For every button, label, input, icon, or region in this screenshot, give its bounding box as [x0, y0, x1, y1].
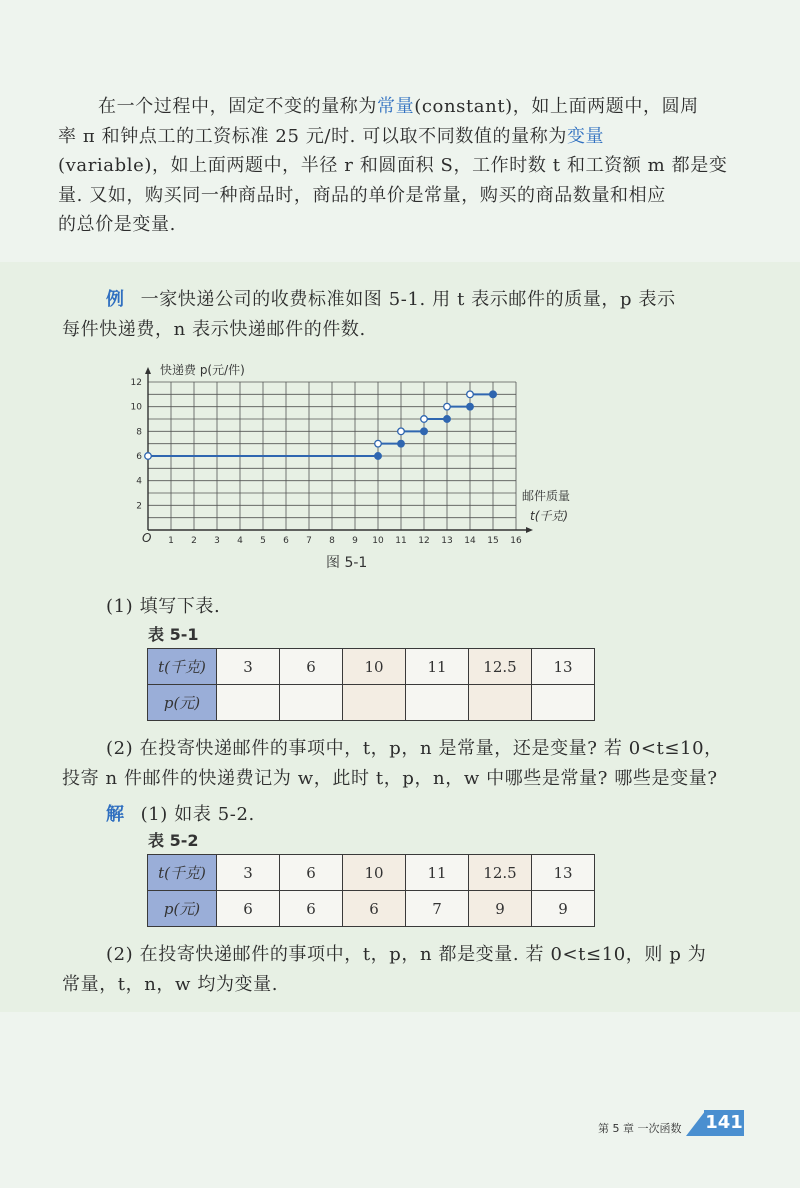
example-text: 一家快递公司的收费标准如图 5-1. 用 t 表示邮件的质量，p 表示 — [140, 289, 676, 310]
y-tick-label: 12 — [130, 378, 142, 388]
table-5-2-title: 表 5-2 — [148, 831, 199, 850]
table-cell: 6 — [280, 891, 343, 927]
x-tick-label: 6 — [283, 536, 289, 546]
y-tick-label: 8 — [136, 427, 142, 438]
answer-2-line-2: 常量，t，n，w 均为变量. — [62, 973, 279, 995]
x-tick-label: 4 — [237, 536, 243, 546]
table-5-1-title: 表 5-1 — [148, 625, 199, 644]
intro-text: 率 π 和钟点工的工资标准 25 元/时. 可以取不同数值的量称为 — [58, 125, 567, 147]
table-cell: 13 — [532, 855, 595, 891]
example-statement — [62, 285, 752, 344]
table-header-cell: t(千克) — [148, 649, 217, 685]
table-cell: 13 — [532, 649, 595, 685]
term-variable: 变量 — [566, 125, 605, 147]
x-tick-label: 9 — [352, 536, 358, 546]
table-cell — [469, 685, 532, 721]
table-cell: 6 — [280, 855, 343, 891]
x-axis-label-line2: t(千克) — [530, 509, 569, 523]
table-cell — [280, 685, 343, 721]
intro-line-4: 量. 又如，购买同一种商品时，商品的单价是常量，购买的商品数量和相应 — [58, 184, 666, 206]
x-tick-label: 8 — [329, 536, 335, 546]
intro-text: 在一个过程中，固定不变的量称为 — [98, 96, 377, 117]
x-tick-label: 12 — [418, 536, 430, 546]
table-cell: 9 — [469, 891, 532, 927]
table-row — [148, 855, 595, 891]
table-cell: 12.5 — [469, 649, 532, 685]
postage-step-chart — [130, 360, 600, 550]
x-axis-label-line1: 邮件质量 — [522, 489, 571, 503]
closed-endpoint — [490, 391, 497, 398]
answer-2 — [62, 940, 752, 999]
table-cell — [406, 685, 469, 721]
table-cell: 11 — [406, 649, 469, 685]
question-2-line-2: 投寄 n 件邮件的快递费记为 w，此时 t，p，n，w 中哪些是常量? 哪些是变量? — [62, 767, 718, 789]
table-row — [148, 891, 595, 927]
example-line-2: 每件快递费，n 表示快递邮件的件数. — [62, 318, 366, 340]
table-cell: 11 — [406, 855, 469, 891]
x-tick-label: 13 — [441, 536, 453, 546]
x-tick-label: 16 — [510, 536, 522, 546]
question-2 — [62, 734, 752, 793]
table-cell: 7 — [406, 891, 469, 927]
open-endpoint — [145, 453, 152, 460]
intro-paragraph — [58, 92, 748, 240]
y-tick-label: 4 — [136, 476, 142, 487]
y-axis-arrow — [145, 367, 151, 374]
closed-endpoint — [444, 416, 451, 423]
question-2-line-1: (2) 在投寄快递邮件的事项中，t，p，n 是常量，还是变量? 若 0<t≤10， — [106, 738, 723, 759]
solution-text: (1) 如表 5-2. — [140, 804, 255, 825]
intro-line-1 — [58, 92, 748, 122]
table-cell — [343, 685, 406, 721]
open-endpoint — [467, 391, 474, 398]
question-1: (1) 填写下表. — [106, 596, 221, 617]
open-endpoint — [398, 428, 405, 435]
chart-marks — [145, 391, 497, 459]
table-5-2 — [147, 854, 595, 927]
x-tick-label: 10 — [372, 536, 384, 546]
open-endpoint — [375, 440, 382, 447]
table-cell — [217, 685, 280, 721]
open-endpoint — [444, 403, 451, 410]
closed-endpoint — [467, 403, 474, 410]
intro-line-5: 的总价是变量. — [58, 214, 176, 235]
x-tick-label: 14 — [464, 536, 476, 546]
answer-2-line-1: (2) 在投寄快递邮件的事项中，t，p，n 都是变量. 若 0<t≤10，则 p 为 — [106, 944, 707, 965]
y-tick-label: 10 — [130, 402, 142, 413]
closed-endpoint — [421, 428, 428, 435]
x-axis-arrow — [526, 527, 533, 533]
chart-axes — [145, 367, 533, 533]
table-cell: 6 — [343, 891, 406, 927]
page-tab-corner — [686, 1110, 706, 1136]
x-tick-label: 3 — [214, 536, 220, 546]
intro-line-2 — [58, 122, 748, 152]
x-tick-label: 1 — [168, 536, 174, 546]
y-axis-label: 快递费 p(元/件) — [160, 363, 245, 377]
y-tick-label: 6 — [136, 452, 142, 462]
closed-endpoint — [398, 440, 405, 447]
table-cell: 9 — [532, 891, 595, 927]
table-cell — [532, 685, 595, 721]
example-label: 例 — [106, 289, 125, 310]
solution-1 — [106, 800, 796, 830]
origin-label: O — [142, 531, 152, 545]
table-row — [148, 649, 595, 685]
table-header-cell: p(元) — [148, 685, 217, 721]
figure-caption: 图 5-1 — [326, 555, 368, 571]
table-cell: 10 — [343, 855, 406, 891]
page-number: 141 — [704, 1110, 744, 1136]
x-tick-label: 5 — [260, 536, 266, 546]
table-header-cell: p(元) — [148, 891, 217, 927]
table-cell: 6 — [280, 649, 343, 685]
x-tick-label: 15 — [487, 536, 499, 546]
closed-endpoint — [375, 453, 382, 460]
table-cell: 10 — [343, 649, 406, 685]
solution-label: 解 — [106, 804, 125, 825]
table-cell: 3 — [217, 855, 280, 891]
chart-ticks — [131, 378, 522, 546]
x-tick-label: 11 — [395, 536, 407, 546]
intro-text: (constant)，如上面两题中，圆周 — [414, 96, 699, 117]
table-row — [148, 685, 595, 721]
table-cell: 3 — [217, 649, 280, 685]
open-endpoint — [421, 416, 428, 423]
x-tick-label: 2 — [191, 536, 197, 546]
x-tick-label: 7 — [306, 536, 312, 546]
chapter-footer: 第 5 章 一次函数 — [598, 1122, 682, 1135]
table-5-1 — [147, 648, 595, 721]
table-cell: 6 — [217, 891, 280, 927]
y-tick-label: 2 — [136, 501, 142, 512]
table-header-cell: t(千克) — [148, 855, 217, 891]
intro-line-3: (variable)，如上面两题中，半径 r 和圆面积 S，工作时数 t 和工资额 m 都是变 — [58, 155, 728, 176]
table-cell: 12.5 — [469, 855, 532, 891]
term-constant: 常量 — [377, 96, 415, 117]
